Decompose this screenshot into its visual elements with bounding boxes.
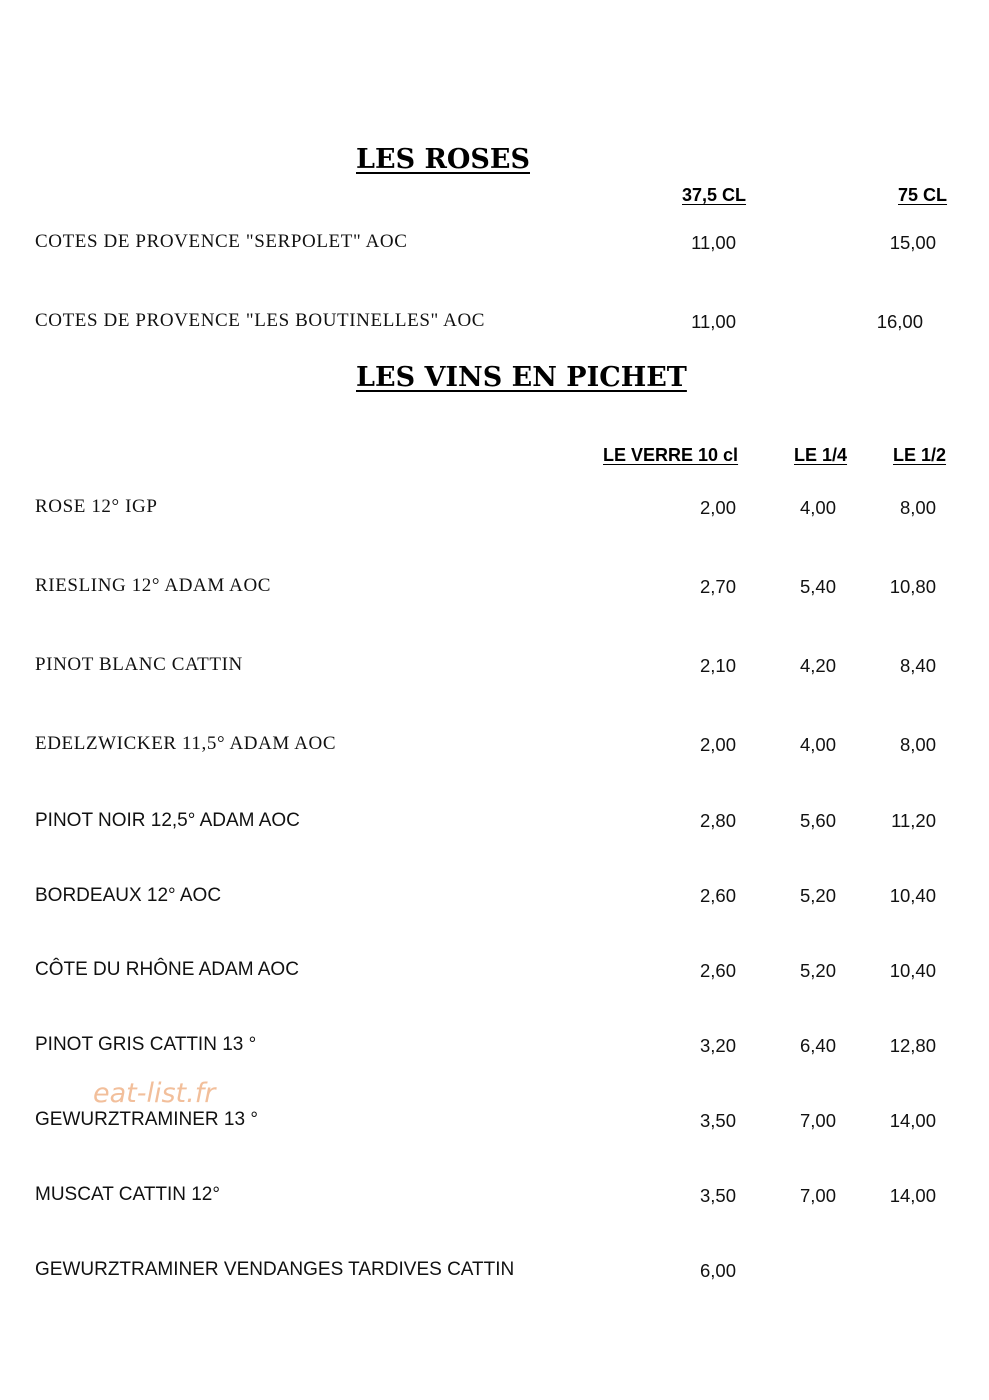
price-verre: 2,60: [699, 885, 736, 906]
price-verre: 2,00: [699, 497, 736, 518]
price-verre: 6,00: [699, 1260, 736, 1281]
price-verre: 2,60: [699, 960, 736, 981]
price-75cl: 15,00: [889, 232, 936, 253]
price-verre: 2,80: [699, 810, 736, 831]
pichet-header-verre: LE VERRE 10 cl: [603, 445, 739, 465]
price-demi: 8,00: [899, 734, 936, 755]
price-quart: 6,40: [799, 1035, 836, 1056]
roses-header-75cl: 75 CL: [898, 185, 948, 205]
price-demi: 14,00: [889, 1110, 936, 1131]
price-demi: 11,20: [891, 810, 936, 831]
roses-header-37cl: 37,5 CL: [682, 185, 747, 205]
price-verre: 2,10: [699, 655, 736, 676]
price-demi: 8,00: [899, 497, 936, 518]
wine-name: RIESLING 12° ADAM AOC: [35, 575, 272, 596]
wine-name: CÔTE DU RHÔNE ADAM AOC: [35, 959, 299, 980]
price-quart: 7,00: [799, 1110, 836, 1131]
price-quart: 4,00: [799, 497, 836, 518]
price-quart: 7,00: [799, 1185, 836, 1206]
price-demi: 10,80: [889, 576, 936, 597]
price-demi: 10,40: [889, 960, 936, 981]
wine-name: BORDEAUX 12° AOC: [35, 885, 222, 906]
wine-name: GEWURZTRAMINER 13 °: [35, 1109, 258, 1130]
price-demi: 10,40: [889, 885, 936, 906]
price-verre: 3,20: [699, 1035, 736, 1056]
price-37cl: 11,00: [691, 232, 736, 253]
wine-name: EDELZWICKER 11,5° ADAM AOC: [35, 733, 337, 754]
wine-name: PINOT GRIS CATTIN 13 °: [35, 1034, 257, 1055]
wine-name: GEWURZTRAMINER VENDANGES TARDIVES CATTIN: [35, 1259, 515, 1280]
price-quart: 5,40: [799, 576, 836, 597]
price-75cl: 16,00: [876, 311, 923, 332]
wine-name: MUSCAT CATTIN 12°: [35, 1184, 220, 1205]
price-quart: 5,20: [799, 885, 836, 906]
price-37cl: 11,00: [691, 311, 736, 332]
wine-name: PINOT NOIR 12,5° ADAM AOC: [35, 810, 300, 831]
price-quart: 5,60: [799, 810, 836, 831]
price-verre: 3,50: [699, 1185, 736, 1206]
watermark-logo: eat-list.fr: [93, 1078, 216, 1109]
price-quart: 4,00: [799, 734, 836, 755]
wine-name: ROSE 12° IGP: [35, 496, 158, 517]
price-demi: 14,00: [889, 1185, 936, 1206]
price-quart: 4,20: [799, 655, 836, 676]
price-demi: 12,80: [889, 1035, 936, 1056]
wine-name: COTES DE PROVENCE "SERPOLET" AOC: [35, 231, 408, 252]
section-title-pichet: LES VINS EN PICHET: [356, 362, 687, 393]
wine-name: PINOT BLANC CATTIN: [35, 654, 243, 675]
wine-name: COTES DE PROVENCE "LES BOUTINELLES" AOC: [35, 310, 486, 331]
price-verre: 2,00: [699, 734, 736, 755]
pichet-header-demi: LE 1/2: [893, 445, 947, 465]
section-title-roses: LES ROSES: [356, 144, 530, 175]
price-demi: 8,40: [899, 655, 936, 676]
pichet-header-quart: LE 1/4: [794, 445, 848, 465]
price-verre: 2,70: [699, 576, 736, 597]
price-verre: 3,50: [699, 1110, 736, 1131]
price-quart: 5,20: [799, 960, 836, 981]
